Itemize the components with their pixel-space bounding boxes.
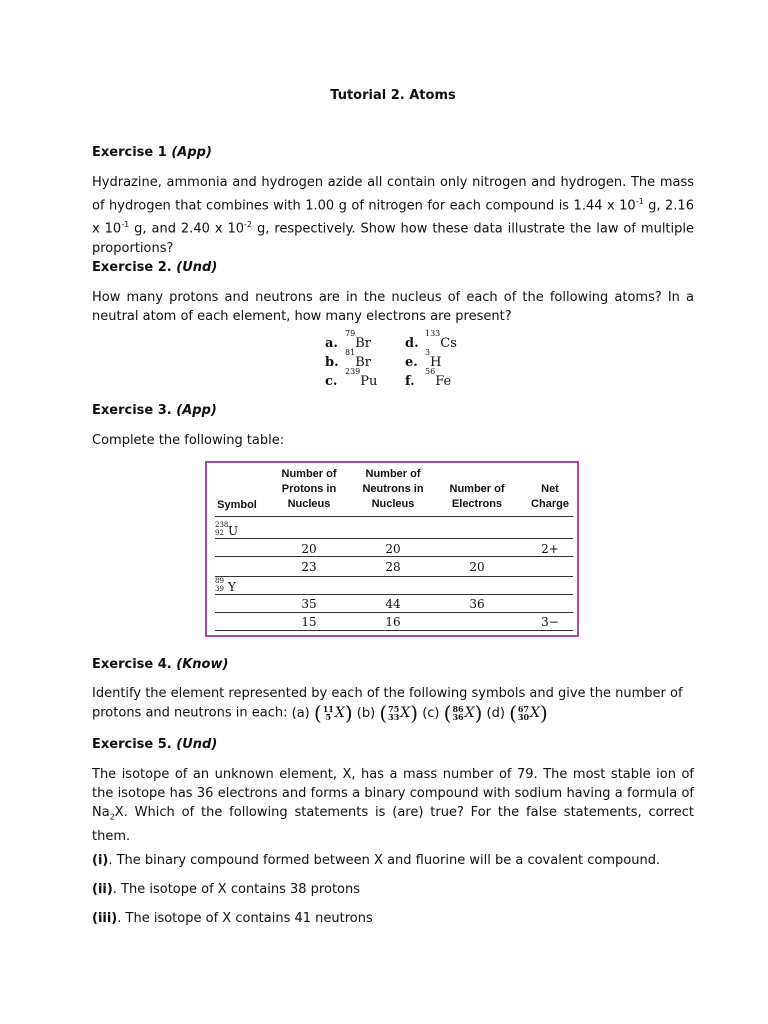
header-electrons: Number of Electrons xyxy=(449,483,505,510)
table-cell: 23 xyxy=(301,560,317,574)
statement-i: (i). The binary compound formed between X and fluorine will be a covalent compound. xyxy=(92,853,661,868)
isotope-item: d. 133 Cs xyxy=(405,329,457,351)
symbol-item: (c) ( 86 36 X ) xyxy=(422,701,483,725)
statement-iii: (iii). The isotope of X contains 41 neutrons xyxy=(92,911,373,926)
table-row-line xyxy=(215,556,573,557)
header-charge: Net Charge xyxy=(531,483,569,510)
symbol-yttrium: 89 39 Y xyxy=(215,577,236,594)
table-row-line xyxy=(215,630,573,631)
exercise-3-text: Complete the following table: xyxy=(92,433,285,448)
exercise-5-text: The isotope of an unknown element, X, has a mass number of 79. The most stable ion of the isotope has 36 electrons and forms a binary compound with sodium having a formula of $Na_2X$. Which of the following statements is (are) true? For the false statements, correct them. xyxy=(92,767,694,844)
table-cell: 16 xyxy=(385,615,401,629)
symbol-uranium: 238 92 U xyxy=(215,521,239,538)
isotope-list xyxy=(325,329,485,391)
table-cell: 2+ xyxy=(541,542,559,556)
isotope-item: a. 79 Br xyxy=(325,329,371,351)
exercise-3-heading: Exercise 3. (App) xyxy=(92,403,217,418)
table-cell: 20 xyxy=(469,560,485,574)
exercise-2-heading: Exercise 2. (Und) xyxy=(92,260,218,275)
table-cell: 44 xyxy=(385,597,401,611)
exercise-1-heading xyxy=(92,143,212,162)
table-cell: 20 xyxy=(301,542,317,556)
isotope-item: c. 239 Pu xyxy=(325,367,378,389)
table-cell: 28 xyxy=(385,560,401,574)
table-divider xyxy=(215,516,573,517)
table-row-line xyxy=(215,538,573,539)
table-cell: 20 xyxy=(385,542,401,556)
exercise-1-tag: (App) xyxy=(171,145,212,160)
symbol-item: (a) ( 11 5 X ) xyxy=(291,701,353,725)
exercise-2-text: How many protons and neutrons are in the nucleus of each of the following atoms? In a neutral atom of each element, how many electrons are present? xyxy=(92,290,694,324)
table-row-line xyxy=(215,576,573,577)
atom-table xyxy=(205,461,579,637)
exercise-1-label: Exercise 1 xyxy=(92,145,167,160)
table-cell: 3− xyxy=(541,615,559,629)
symbol-item: (d) ( 67 30 X ) xyxy=(486,701,548,725)
symbol-item: (b) ( 75 33 X ) xyxy=(356,701,419,725)
header-neutrons: Number of Neutrons in Nucleus xyxy=(362,468,424,510)
table-cell: 35 xyxy=(301,597,317,611)
exercise-4-heading: Exercise 4. (Know) xyxy=(92,657,229,672)
exercise-5-heading: Exercise 5. (Und) xyxy=(92,737,218,752)
table-cell: 36 xyxy=(469,597,485,611)
header-symbol: Symbol xyxy=(217,499,257,511)
page-title: Tutorial 2. Atoms xyxy=(330,88,456,103)
exercise-4-text: Identify the element represented by each of the following symbols and give the number of protons and neutrons in each: (a) ( 11 5 X ) (b) ( 75 33 X ) (c) ( 86 36 X ) (d) ( 67 30 X ) xyxy=(92,686,683,725)
table-cell: 15 xyxy=(301,615,317,629)
statement-ii: (ii). The isotope of X contains 38 protons xyxy=(92,882,361,897)
isotope-item: f. 56 Fe xyxy=(405,367,452,389)
isotope-item: b. 81 Br xyxy=(325,348,371,370)
table-row-line xyxy=(215,594,573,595)
isotope-item: e. 3 H xyxy=(405,348,442,370)
table-row-line xyxy=(215,612,573,613)
header-protons: Number of Protons in Nucleus xyxy=(281,468,337,510)
exercise-1-text: Hydrazine, ammonia and hydrogen azide all contain only nitrogen and hydrogen. The mass of hydrogen that combines with 1.00 g of nitrogen for each compound is 1.44 x $10^{-1}$ g, 2.16 x $10^{-1}$ g, and 2.40 x $10^{-2}$ g, respectively. Show how these data illustrate the law of multiple proportions? xyxy=(92,175,694,256)
